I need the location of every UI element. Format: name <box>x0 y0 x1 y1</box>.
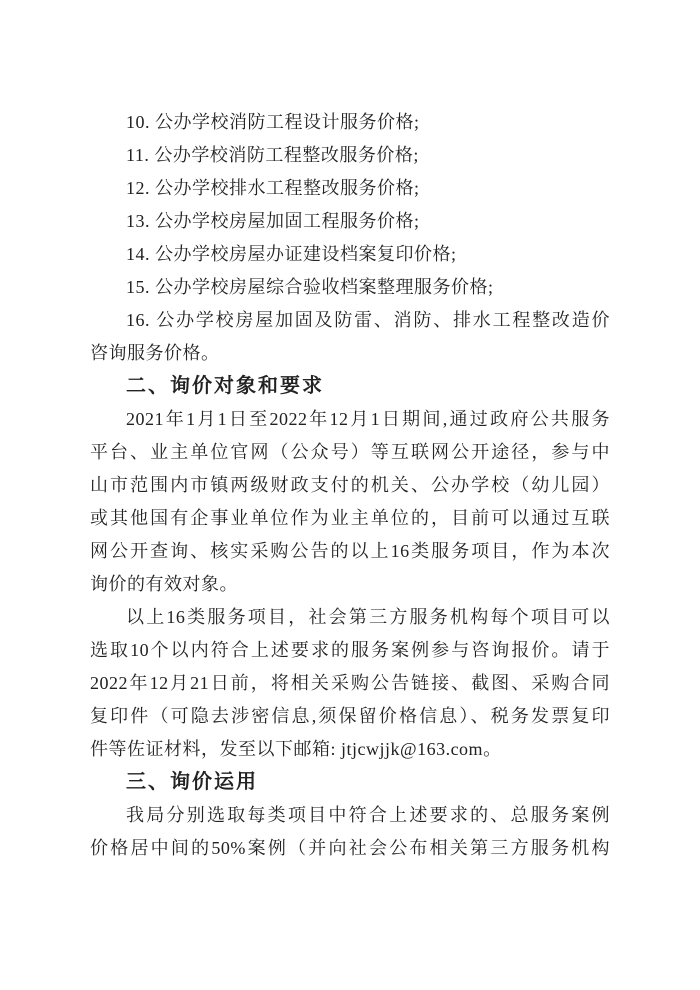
paragraph-line: 平台、业主单位官网（公众号）等互联网公开途径，参与中 <box>90 442 610 462</box>
paragraph-line: 以上16类服务项目，社会第三方服务机构每个项目可以 <box>126 607 610 627</box>
paragraph-line: 询价的有效对象。 <box>90 574 238 594</box>
paragraph-line: 选取10个以内符合上述要求的服务案例参与咨询报价。请于 <box>90 640 610 660</box>
section-heading: 三、询价运用 <box>126 771 258 793</box>
document-body <box>90 106 610 865</box>
list-item: 10. 公办学校消防工程设计服务价格; <box>126 112 420 132</box>
list-item: 15. 公办学校房屋综合验收档案整理服务价格; <box>126 277 494 297</box>
list-item: 12. 公办学校排水工程整改服务价格; <box>126 178 420 198</box>
paragraph-line: 山市范围内市镇两级财政支付的机关、公办学校（幼儿园） <box>90 475 610 495</box>
list-item: 11. 公办学校消防工程整改服务价格; <box>126 145 419 165</box>
section-heading: 二、询价对象和要求 <box>126 375 324 397</box>
list-item-continuation: 咨询服务价格。 <box>90 343 220 363</box>
paragraph-line: 2021年1月1日至2022年12月1日期间,通过政府公共服务 <box>126 409 610 429</box>
paragraph-line: 网公开查询、核实采购公告的以上16类服务项目，作为本次 <box>90 541 610 561</box>
paragraph-text: 件等佐证材料，发至以下邮箱: <box>90 739 341 759</box>
paragraph-line: 复印件（可隐去涉密信息,须保留价格信息）、税务发票复印 <box>90 706 610 726</box>
email-address: jtjcwjjk@163.com <box>341 739 484 759</box>
paragraph-line: 我局分别选取每类项目中符合上述要求的、总服务案例 <box>126 805 610 825</box>
paragraph-text: 。 <box>483 739 502 759</box>
paragraph-line: 2022年12月21日前，将相关采购公告链接、截图、采购合同 <box>90 673 610 693</box>
paragraph-line: 或其他国有企事业单位作为业主单位的，目前可以通过互联 <box>90 508 610 528</box>
list-item: 16. 公办学校房屋加固及防雷、消防、排水工程整改造价 <box>126 310 610 330</box>
list-item: 13. 公办学校房屋加固工程服务价格; <box>126 211 420 231</box>
paragraph-line: 价格居中间的50%案例（并向社会公布相关第三方服务机构 <box>90 838 610 858</box>
list-item: 14. 公办学校房屋办证建设档案复印价格; <box>126 244 457 264</box>
paragraph-line <box>90 733 610 766</box>
